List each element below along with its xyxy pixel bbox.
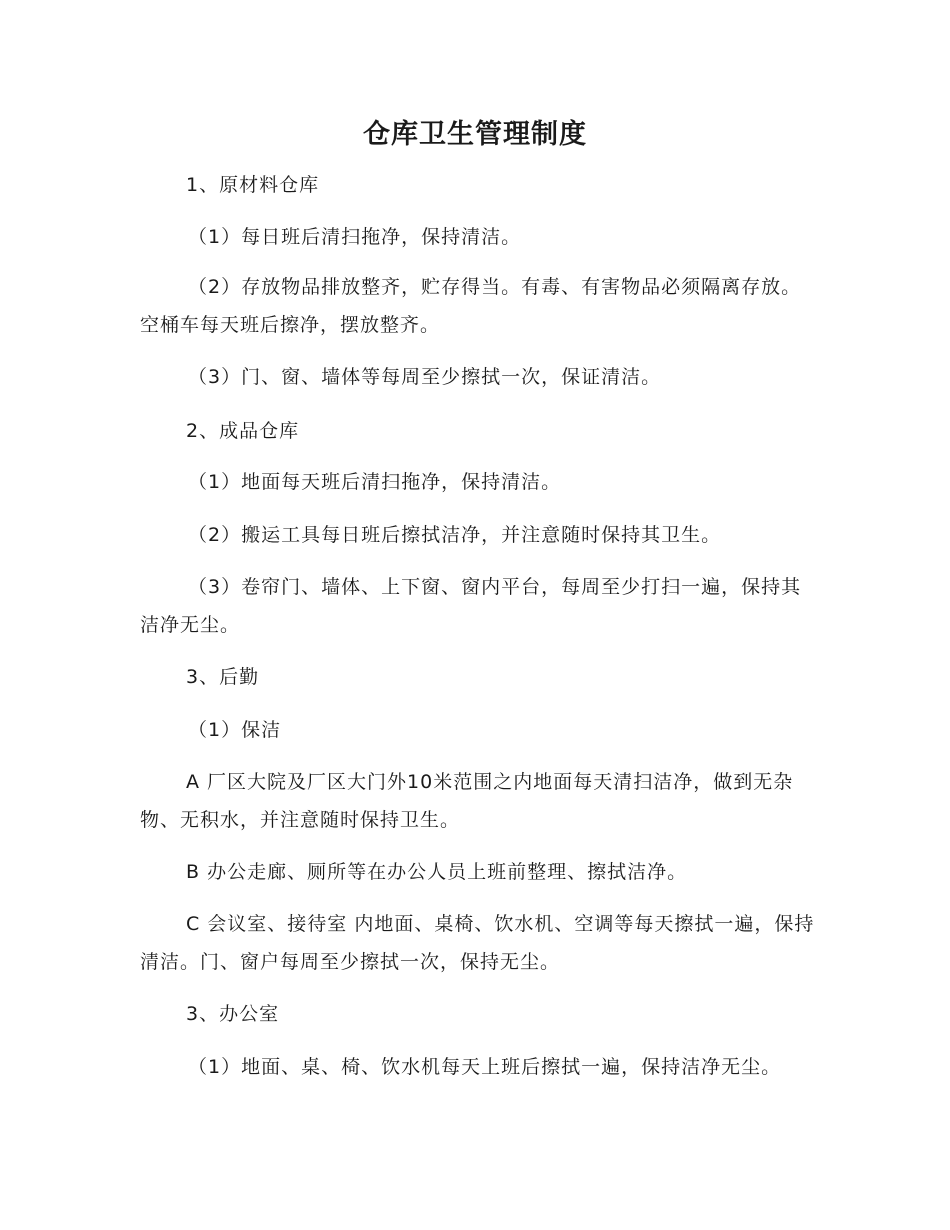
paragraph: （1）保洁 <box>188 719 282 741</box>
paragraph: （1）地面每天班后清扫拖净，保持清洁。 <box>188 471 562 493</box>
section-heading-raw-material-warehouse: 1、原材料仓库 <box>186 174 320 196</box>
paragraph: （2）搬运工具每日班后擦拭洁净，并注意随时保持其卫生。 <box>188 524 722 546</box>
paragraph: （1）每日班后清扫拖净，保持清洁。 <box>188 226 522 248</box>
section-heading-office: 3、办公室 <box>186 1003 280 1025</box>
paragraph: （2）存放物品排放整齐，贮存得当。有毒、有害物品必须隔离存放。空桶车每天班后擦净，摆放整齐。 <box>140 276 802 336</box>
paragraph: （3）卷帘门、墙体、上下窗、窗内平台，每周至少打扫一遍，保持其洁净无尘。 <box>140 576 802 636</box>
paragraph: C 会议室、接待室 内地面、桌椅、饮水机、空调等每天擦拭一遍，保持清洁。门、窗户每周至少擦拭一次，保持无尘。 <box>140 913 815 973</box>
section-heading-logistics: 3、后勤 <box>186 666 260 688</box>
paragraph: （1）地面、桌、椅、饮水机每天上班后擦拭一遍，保持洁净无尘。 <box>188 1056 782 1078</box>
paragraph: A 厂区大院及厂区大门外10米范围之内地面每天清扫洁净，做到无杂物、无积水，并注意随时保持卫生。 <box>140 771 794 831</box>
paragraph: （3）门、窗、墙体等每周至少擦拭一次，保证清洁。 <box>188 366 662 388</box>
section-heading-finished-goods-warehouse: 2、成品仓库 <box>186 420 300 442</box>
paragraph: B 办公走廊、厕所等在办公人员上班前整理、擦拭洁净。 <box>186 861 688 883</box>
document-title: 仓库卫生管理制度 <box>363 119 587 150</box>
